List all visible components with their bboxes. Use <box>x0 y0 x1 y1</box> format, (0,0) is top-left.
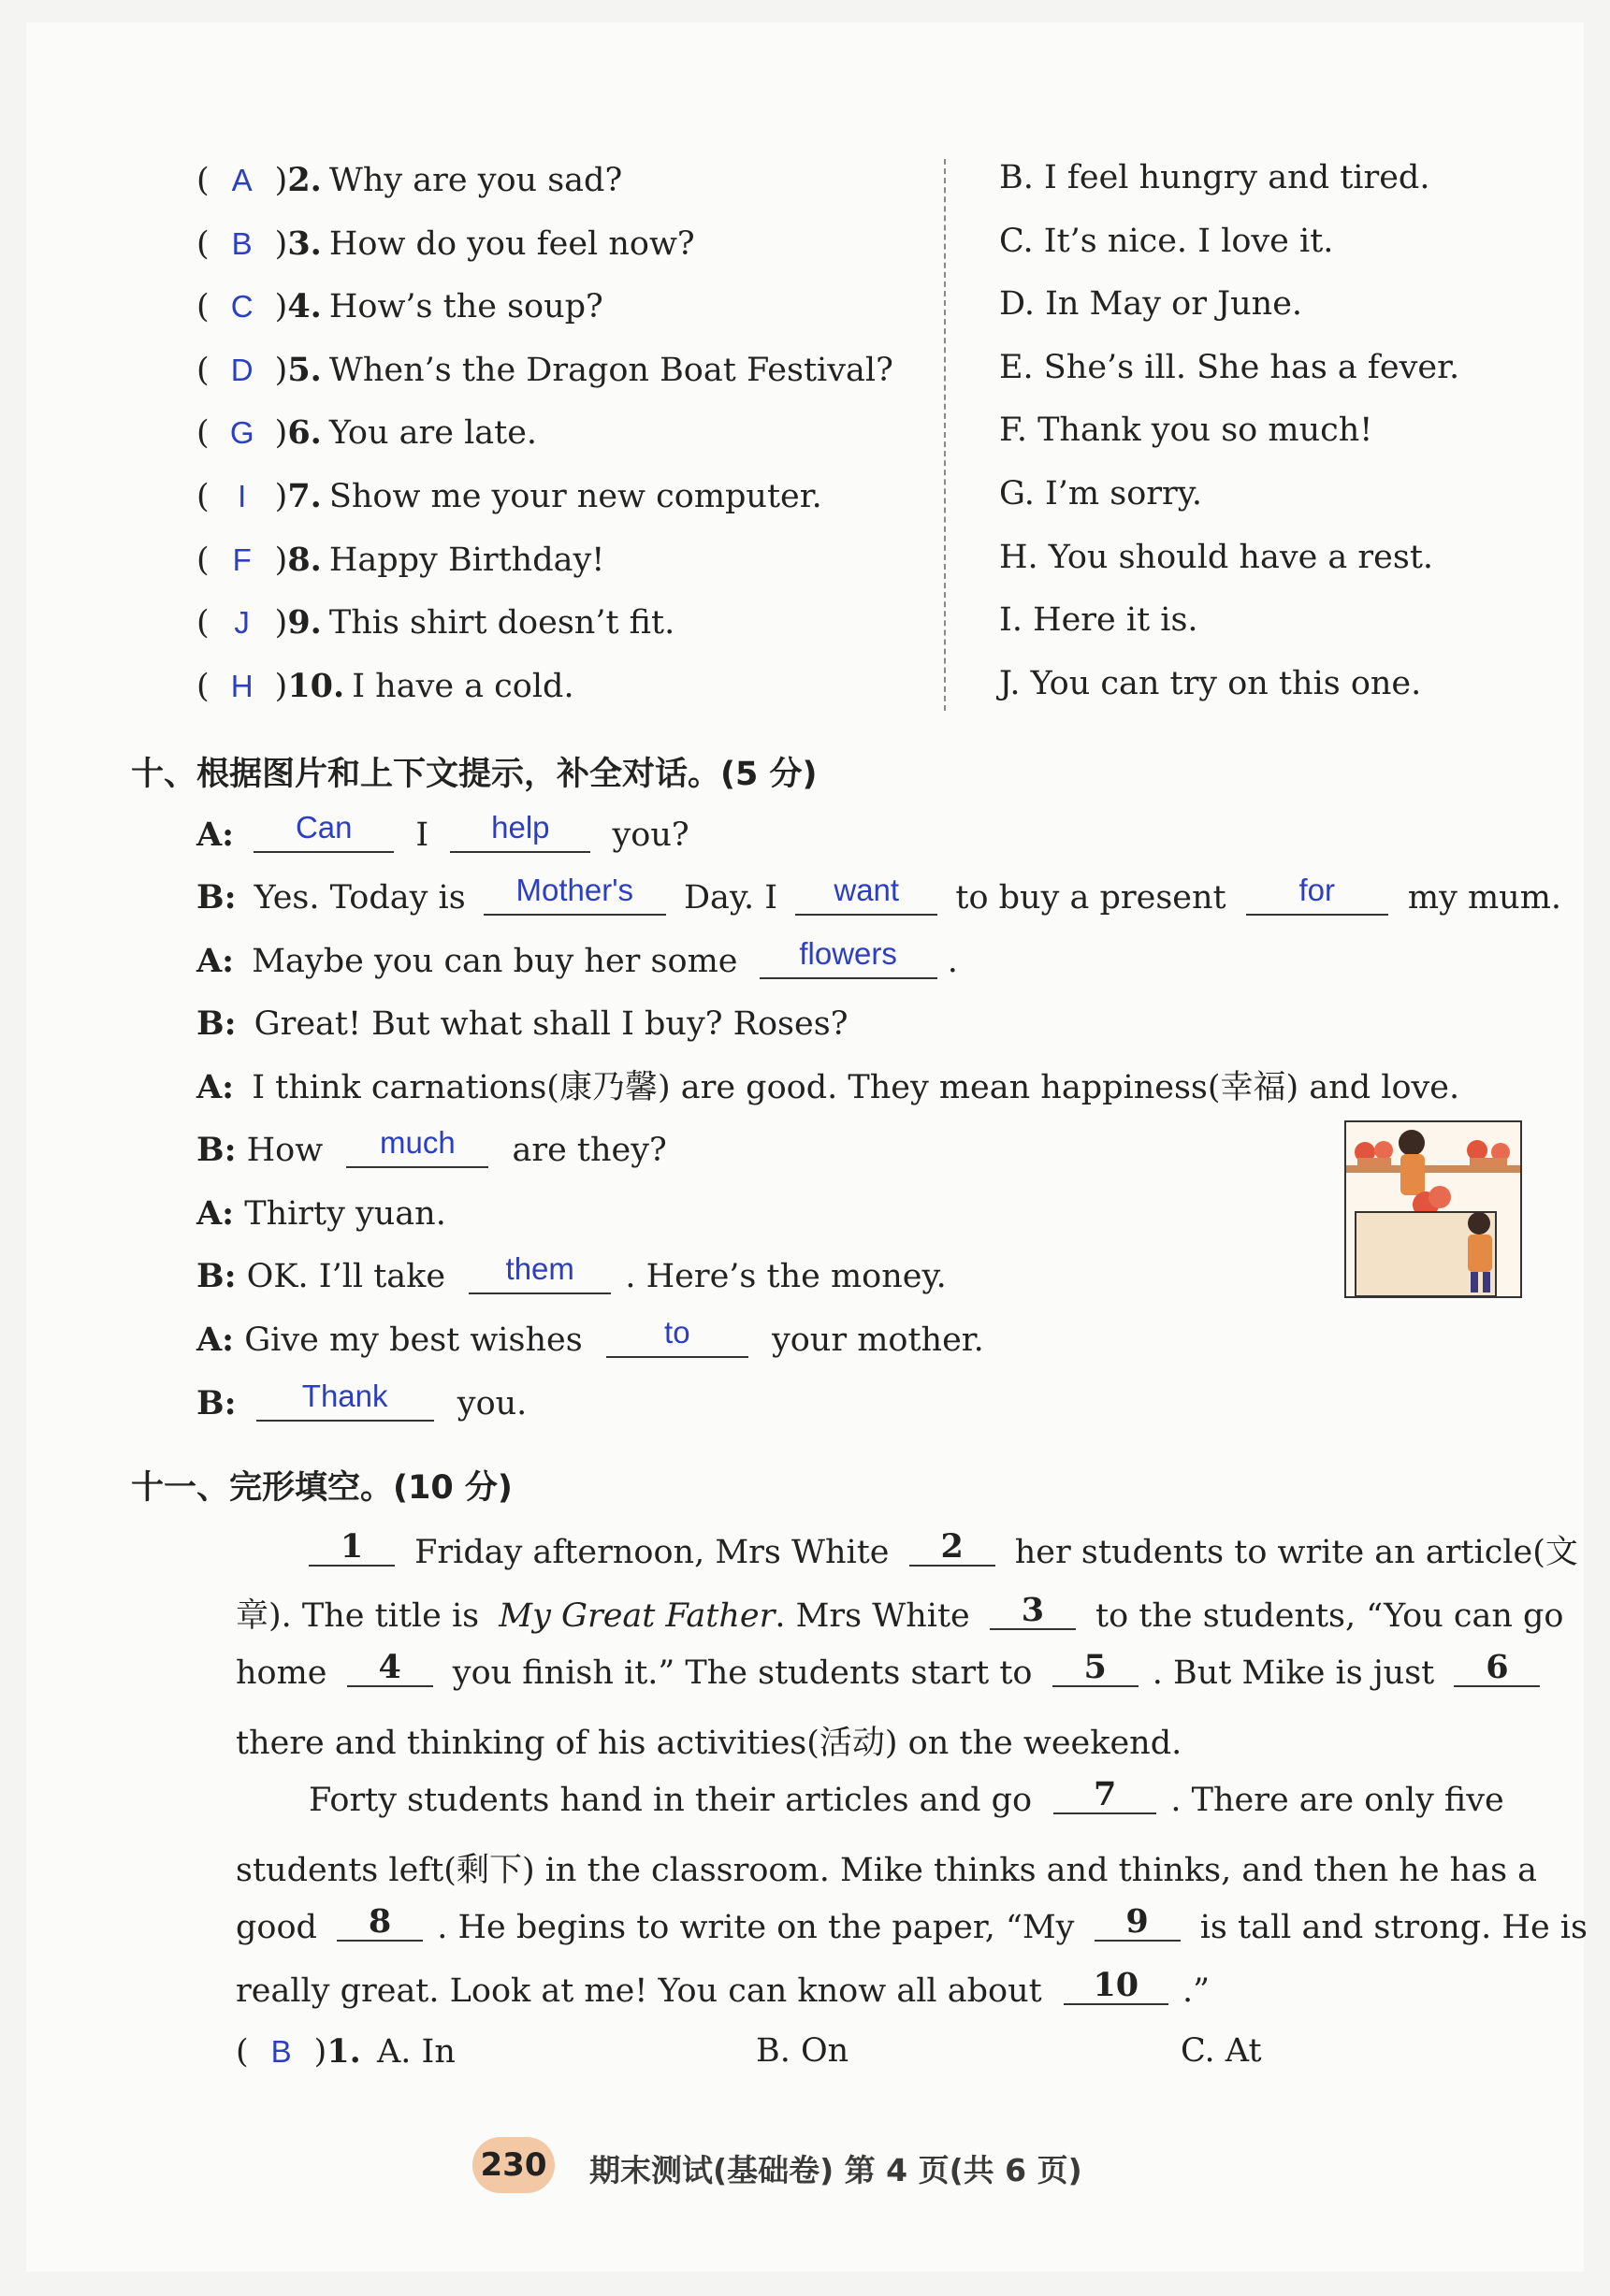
dialogue-line <box>196 1004 849 1043</box>
filled-answer: much <box>380 1125 456 1160</box>
blank-number: 10 <box>1093 1966 1139 2004</box>
dialogue-text: Give my best wishes <box>244 1321 583 1359</box>
flower-shop-picture <box>1346 1122 1520 1296</box>
answer-letter: F <box>232 542 252 577</box>
cloze-text: students left(剩下) in the classroom. Mike thinks and thinks, and then he has a <box>236 1852 1538 1889</box>
dialogue-line <box>196 1194 446 1233</box>
dialogue-text: How <box>246 1132 324 1169</box>
question-paren: ) <box>274 667 288 705</box>
cloze-text: . But Mike is just <box>1152 1654 1435 1692</box>
blank-number: 7 <box>1094 1775 1117 1813</box>
answer-letter: D <box>230 352 254 387</box>
question-number: 5. <box>287 350 322 389</box>
cloze-line <box>236 1966 1210 2010</box>
article-title: My Great Father <box>499 1597 776 1635</box>
question-number: 6. <box>287 413 322 453</box>
dialogue-text: OK. I’ll take <box>246 1258 446 1295</box>
matching-question <box>196 477 822 515</box>
cloze-text: . There are only five <box>1170 1782 1504 1819</box>
matching-option: G. I’m sorry. <box>999 475 1202 513</box>
cloze-question <box>236 2032 456 2071</box>
cloze-text: home <box>236 1654 327 1692</box>
answer-letter: J <box>234 605 250 641</box>
matching-option: E. She’s ill. She has a fever. <box>999 348 1460 386</box>
cloze-blank <box>309 1527 395 1567</box>
blank <box>450 810 590 853</box>
question-paren: ( <box>196 414 210 453</box>
blank-number: 6 <box>1486 1648 1509 1686</box>
option-a: A. In <box>377 2033 456 2071</box>
matching-option: H. You should have a rest. <box>999 538 1434 576</box>
cloze-blank <box>347 1648 433 1687</box>
dialogue-text: Yes. Today is <box>254 879 466 917</box>
dialogue-text: your mother. <box>771 1321 984 1359</box>
speaker: A: <box>196 1068 235 1106</box>
filled-answer: to <box>664 1315 690 1350</box>
speaker: A: <box>196 1194 235 1233</box>
matching-option: I. Here it is. <box>999 601 1198 640</box>
answer-letter: G <box>229 415 254 451</box>
cloze-text: .” <box>1182 1972 1210 2010</box>
question-number: 3. <box>287 224 322 263</box>
dialogue-text: I <box>415 816 429 854</box>
page-number: 230 <box>472 2137 555 2193</box>
dialogue-text: you? <box>612 816 689 854</box>
blank-number: 2 <box>940 1527 964 1566</box>
answer-letter: B <box>270 2034 292 2069</box>
question-number: 7. <box>287 477 322 515</box>
cloze-blank <box>1095 1902 1181 1942</box>
cloze-blank <box>1064 1966 1168 2005</box>
question-paren: ( <box>196 604 210 643</box>
question-paren: ( <box>196 351 210 389</box>
dialogue-line <box>196 873 1562 917</box>
dialogue-text: to buy a present <box>955 879 1226 917</box>
filled-answer: help <box>491 810 550 845</box>
dialogue-text: Great! But what shall I buy? Roses? <box>254 1005 849 1043</box>
blank <box>484 873 666 916</box>
speaker: B: <box>196 1384 237 1422</box>
question-text: You are late. <box>328 414 538 453</box>
matching-question <box>196 540 605 579</box>
answer-letter: H <box>230 668 254 703</box>
dialogue-line <box>196 1315 984 1359</box>
dialogue-text: you. <box>457 1385 528 1422</box>
cloze-text: Friday afternoon, Mrs White <box>414 1534 890 1571</box>
matching-question <box>196 666 574 705</box>
question-number: 10. <box>287 666 345 705</box>
filled-answer: Can <box>295 810 353 845</box>
filled-answer: want <box>834 873 900 907</box>
dialogue-text: . <box>947 943 958 980</box>
filled-answer: Thank <box>301 1379 388 1413</box>
dialogue-line <box>196 1251 947 1295</box>
blank-number: 1 <box>340 1527 364 1566</box>
question-paren: ) <box>274 351 288 389</box>
speaker: B: <box>196 1004 237 1043</box>
question-paren: ) <box>274 224 288 263</box>
matching-question <box>196 413 538 453</box>
filled-answer: them <box>505 1251 574 1286</box>
column-divider <box>944 159 946 711</box>
question-number: 1. <box>326 2032 361 2071</box>
matching-option: J. You can try on this one. <box>999 664 1422 702</box>
cloze-line <box>309 1775 1504 1819</box>
dialogue-text: I think carnations(康乃馨) are good. They mean happiness(幸福) and love. <box>252 1069 1460 1106</box>
question-number: 4. <box>287 287 322 326</box>
cloze-blank <box>337 1902 423 1942</box>
cloze-text: . Mrs White <box>775 1597 970 1635</box>
blank <box>346 1125 488 1168</box>
option-b: B. On <box>756 2032 849 2070</box>
dialogue-line <box>196 936 958 980</box>
speaker: A: <box>196 816 235 854</box>
question-paren: ) <box>274 478 288 515</box>
footer-caption: 期末测试(基础卷) 第 4 页(共 6 页) <box>589 2152 1082 2188</box>
question-paren: ) <box>313 2033 327 2071</box>
question-text: How’s the soup? <box>328 288 603 326</box>
cloze-text: really great. Look at me! You can know all about <box>236 1972 1042 2010</box>
filled-answer: flowers <box>799 936 897 971</box>
cloze-text: you finish it.” The students start to <box>452 1654 1033 1692</box>
filled-answer: for <box>1298 873 1335 907</box>
question-text: I have a cold. <box>352 667 574 705</box>
cloze-line <box>236 1844 1537 1891</box>
cloze-text: good <box>236 1909 317 1946</box>
question-text: Show me your new computer. <box>328 478 822 515</box>
matching-question <box>196 603 675 643</box>
question-number: 9. <box>287 603 322 643</box>
matching-question <box>196 161 623 199</box>
question-paren: ) <box>274 604 288 643</box>
section-11-title: 十一、完形填空。(10 分) <box>131 1469 513 1507</box>
flower-shop-illustration <box>1344 1120 1522 1298</box>
question-number: 8. <box>287 540 322 579</box>
blank <box>606 1315 748 1358</box>
question-paren: ( <box>196 162 210 199</box>
question-text: This shirt doesn’t fit. <box>328 604 675 643</box>
matching-option: D. In May or June. <box>999 285 1303 324</box>
matching-question <box>196 350 893 389</box>
cloze-text: 章). The title is <box>236 1597 480 1635</box>
question-paren: ) <box>274 414 288 453</box>
speaker: B: <box>196 1257 237 1295</box>
cloze-blank <box>909 1527 995 1567</box>
question-text: Happy Birthday! <box>328 541 605 579</box>
dialogue-line <box>196 810 689 854</box>
question-paren: ( <box>196 541 210 579</box>
question-number: 2. <box>287 161 322 199</box>
cloze-text: to the students, “You can go <box>1095 1597 1564 1635</box>
dialogue-line <box>196 1068 1460 1106</box>
answer-letter: I <box>238 479 247 513</box>
question-paren: ( <box>196 478 210 515</box>
cloze-line <box>236 1717 1182 1764</box>
matching-option: B. I feel hungry and tired. <box>999 159 1430 196</box>
speaker: A: <box>196 942 235 980</box>
dialogue-text: my mum. <box>1407 879 1562 917</box>
cloze-text: there and thinking of his activities(活动) on the weekend. <box>236 1725 1182 1762</box>
question-paren: ( <box>196 224 210 263</box>
dialogue-text: Maybe you can buy her some <box>252 943 738 980</box>
cloze-text: is tall and strong. He is <box>1199 1909 1588 1946</box>
cloze-blank <box>1053 1775 1156 1814</box>
cloze-text: . He begins to write on the paper, “My <box>437 1909 1075 1946</box>
answer-letter: A <box>231 163 253 197</box>
matching-question <box>196 287 603 326</box>
dialogue-text: . Here’s the money. <box>625 1258 947 1295</box>
speaker: A: <box>196 1321 235 1359</box>
blank-number: 3 <box>1021 1591 1045 1629</box>
option-c: C. At <box>1181 2032 1262 2070</box>
cloze-text: her students to write an article(文 <box>1014 1534 1578 1571</box>
blank <box>760 936 937 979</box>
dialogue-text: are they? <box>512 1132 667 1169</box>
blank <box>469 1251 611 1294</box>
dialogue-text: Day. I <box>683 879 778 917</box>
question-text: How do you feel now? <box>328 224 695 263</box>
cloze-line <box>236 1648 1540 1692</box>
speaker: B: <box>196 1131 237 1169</box>
blank <box>254 810 394 853</box>
cloze-blank <box>1052 1648 1139 1687</box>
blank <box>256 1379 434 1422</box>
blank-number: 9 <box>1125 1902 1149 1941</box>
question-paren: ( <box>196 288 210 326</box>
dialogue-line <box>196 1379 528 1422</box>
blank <box>795 873 937 916</box>
cloze-line <box>309 1526 1578 1573</box>
section-10-title: 十、根据图片和上下文提示，补全对话。(5 分) <box>131 756 818 793</box>
question-text: When’s the Dragon Boat Festival? <box>328 351 893 389</box>
question-text: Why are you sad? <box>328 162 623 199</box>
cloze-blank <box>990 1591 1076 1630</box>
filled-answer: Mother's <box>515 873 634 907</box>
blank-number: 4 <box>378 1648 401 1686</box>
matching-option: C. It’s nice. I love it. <box>999 222 1334 260</box>
question-paren: ) <box>274 162 288 199</box>
question-paren: ) <box>274 541 288 579</box>
blank-number: 8 <box>368 1902 392 1941</box>
blank <box>1246 873 1388 916</box>
question-paren: ( <box>196 667 210 705</box>
cloze-line <box>236 1902 1588 1946</box>
dialogue-text: Thirty yuan. <box>244 1195 446 1233</box>
cloze-blank <box>1454 1648 1540 1687</box>
answer-letter: C <box>230 289 254 325</box>
speaker: B: <box>196 878 237 917</box>
blank-number: 5 <box>1083 1648 1107 1686</box>
cloze-line <box>236 1590 1564 1637</box>
dialogue-line <box>196 1125 667 1169</box>
matching-option: F. Thank you so much! <box>999 412 1373 450</box>
cloze-text: Forty students hand in their articles and go <box>309 1782 1033 1819</box>
question-paren: ( <box>236 2033 249 2071</box>
question-paren: ) <box>274 288 288 326</box>
matching-question <box>196 224 695 263</box>
answer-letter: B <box>231 225 253 261</box>
